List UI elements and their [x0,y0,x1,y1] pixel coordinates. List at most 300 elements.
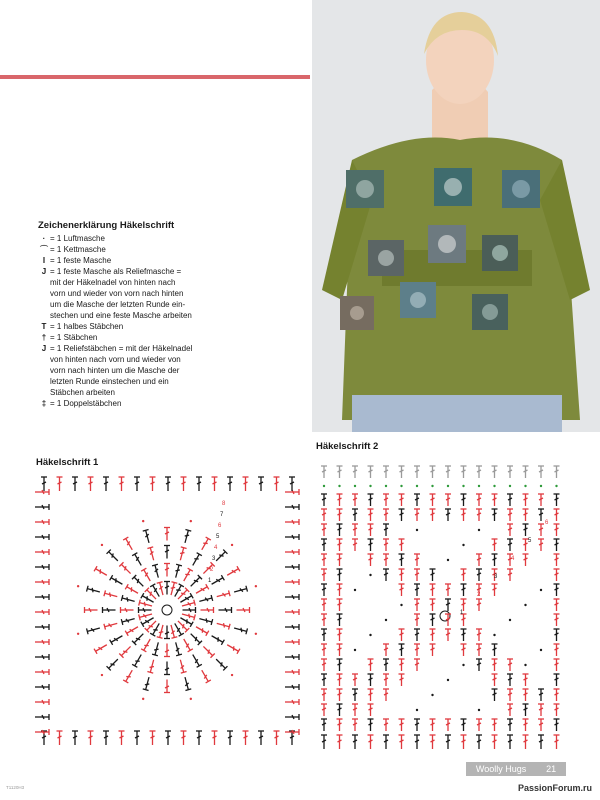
stitch-symbol [41,477,47,491]
model-photo [312,0,600,432]
stitch-symbol [445,466,451,478]
chain-dot [478,529,480,531]
stitch-symbol [492,584,498,596]
stitch-symbol [352,466,358,478]
chain-dot [354,485,356,487]
chain-dot [478,709,480,711]
stitch-symbol [461,569,467,581]
stitch-symbol [368,509,374,521]
stitch-symbol [399,735,405,749]
stitch-symbol [414,735,420,749]
stitch-symbol [383,509,389,521]
stitch-symbol [164,662,170,675]
chain-dot [77,585,79,587]
stitch-symbol [57,477,63,491]
stitch-symbol [164,546,170,559]
stitch-symbol [476,629,482,641]
stitch-symbol [119,644,132,657]
stitch-symbol [554,466,560,478]
stitch-symbol [181,568,193,582]
stitch-symbol [103,607,116,613]
round-number: 6 [218,523,222,529]
stitch-symbol [88,477,94,491]
diagram1-title: Häkelschrift 1 [36,457,99,468]
stitch-symbol [132,632,145,645]
stitch-symbol [507,569,513,581]
stitch-symbol [212,477,218,491]
stitch-symbol [35,564,49,570]
legend-text: mit der Häkelnadel von hinten nach [50,278,176,287]
stitch-symbol [216,620,230,629]
chain-dot [142,520,144,522]
stitch-symbol [321,539,327,551]
stitch-symbol [476,719,482,731]
stitch-symbol [152,564,161,578]
chain-dot [190,698,192,700]
chain-dot [369,485,371,487]
stitch-symbol [554,704,560,716]
stitch-symbol [337,569,343,581]
stitch-symbol [321,466,327,478]
stitch-symbol [430,466,436,478]
stitch-symbol [352,674,358,686]
stitch-symbol [35,534,49,540]
stitch-symbol [35,714,49,720]
stitch-symbol [285,684,299,690]
stitch-symbol [274,731,280,745]
stitch-symbol [119,477,125,491]
stitch-symbol [461,735,467,749]
stitch-symbol [554,659,560,671]
stitch-symbol [492,719,498,731]
stitch-symbol [190,553,202,567]
stitch-symbol [285,639,299,645]
stitch-symbol [476,509,482,521]
stitch-symbol [414,554,420,566]
stitch-symbol [123,669,135,683]
legend-item [38,255,308,266]
stitch-symbol [285,669,299,675]
stitch-symbol [523,524,529,536]
stitch-symbol [210,575,224,587]
legend-text: = 1 halbes Stäbchen [50,322,124,331]
stitch-symbol [132,553,144,567]
stitch-symbol [110,633,124,645]
stitch-symbol [35,489,49,495]
stitch-symbol [476,554,482,566]
stitch-symbol [538,509,544,521]
stitch-symbol [35,729,49,735]
stitch-symbol [383,644,389,656]
stitch-symbol [337,599,343,611]
stitch-symbol [321,509,327,521]
chain-dot [524,664,526,666]
stitch-symbol [85,607,98,613]
chain-dot [416,485,418,487]
stitch-symbol [227,731,233,745]
stitch-symbol [430,629,436,641]
folio-code: T1120H3 [6,785,25,790]
stitch-symbol [177,547,186,561]
stitch-symbol [285,699,299,705]
stitch-symbol [195,584,209,596]
stitch-symbol [132,653,144,667]
stitch-symbol [414,659,420,671]
stitch-symbol [492,659,498,671]
stitch-symbol [507,509,513,521]
chain-dot [400,485,402,487]
stitch-symbol [214,657,227,670]
stitch-symbol [507,524,513,536]
stitch-symbol [177,659,186,673]
accent-rule [0,75,310,79]
stitch-symbol [554,644,560,656]
stitch-symbol [492,494,498,506]
stitch-symbol [430,599,436,611]
stitch-symbol [164,582,170,595]
stitch-symbol [94,566,108,578]
chain-dot [190,520,192,522]
chain-dot [255,633,257,635]
stitch-symbol [523,719,529,731]
round-number: 8 [222,501,226,507]
stitch-symbol [554,524,560,536]
chain-dot [369,574,371,576]
stitch-symbol [430,494,436,506]
stitch-symbol [121,595,135,604]
treble-crochet-icon: ‡ [41,399,47,408]
stitch-symbol [321,554,327,566]
stitch-symbol [337,509,343,521]
stitch-symbol [507,719,513,731]
stitch-symbol [321,524,327,536]
stitch-symbol [285,714,299,720]
stitch-symbol [337,659,343,671]
stitch-symbol [383,494,389,506]
stitch-symbol [104,620,118,629]
stitch-symbol [123,537,135,551]
legend-text: Stäbchen arbeiten [50,388,115,397]
stitch-symbol [399,539,405,551]
chain-dot [101,674,103,676]
stitch-symbol [414,584,420,596]
stitch-symbol [226,566,240,578]
stitch-symbol [383,554,389,566]
stitch-symbol [430,644,436,656]
stitch-symbol [507,704,513,716]
stitch-symbol [368,659,374,671]
stitch-symbol [538,466,544,478]
stitch-symbol [199,669,211,683]
chain-dot [385,619,387,621]
stitch-symbol [134,731,140,745]
stitch-symbol [285,564,299,570]
chain-dot [416,529,418,531]
footer-badge [466,762,566,776]
stitch-symbol [321,719,327,731]
chain-stitch-icon: · [42,234,46,243]
stitch-symbol [121,607,134,613]
stitch-symbol [35,684,49,690]
legend-text: letzten Runde einstechen und ein [50,377,169,386]
stitch-symbol [414,599,420,611]
stitch-symbol [445,509,451,521]
stitch-symbol [199,616,213,625]
stitch-symbol [35,654,49,660]
stitch-symbol [554,599,560,611]
legend-item [38,266,308,321]
stitch-symbol [143,530,152,544]
stitch-symbol [285,534,299,540]
stitch-symbol [226,642,240,654]
round-number: 1 [460,610,464,616]
round-number: 2 [210,567,214,573]
stitch-symbol [476,466,482,478]
stitch-symbol [321,659,327,671]
stitch-symbol [399,554,405,566]
slip-stitch-icon: ⌒ [40,245,48,254]
chain-dot [540,485,542,487]
stitch-symbol [554,614,560,626]
stitch-symbol [476,735,482,749]
stitch-symbol [368,719,374,731]
stitch-symbol [352,524,358,536]
stitch-symbol [285,504,299,510]
stitch-symbol [165,477,171,491]
stitch-symbol [337,494,343,506]
stitch-symbol [164,564,170,577]
stitch-symbol [492,466,498,478]
round-number: 4 [214,545,218,551]
stitch-symbol [414,466,420,478]
stitch-symbol [337,524,343,536]
stitch-symbol [507,466,513,478]
legend-item [38,244,308,255]
stitch-symbol [399,466,405,478]
stitch-symbol [132,575,145,588]
stitch-symbol [183,607,196,613]
chain-dot [555,485,557,487]
stitch-symbol [337,689,343,701]
chain-dot [416,709,418,711]
double-crochet-icon: † [41,333,47,342]
stitch-symbol [164,644,170,657]
stitch-symbol [383,524,389,536]
stitch-symbol [538,524,544,536]
stitch-symbol [368,689,374,701]
legend-text: = 1 Luftmasche [50,234,105,243]
stitch-symbol [164,680,170,693]
stitch-symbol [72,731,78,745]
round-number: 7 [220,512,224,518]
legend-text: stechen und eine feste Masche arbeiten [50,311,192,320]
stitch-symbol [182,530,191,544]
legend-item [38,343,308,398]
stitch-symbol [461,509,467,521]
stitch-symbol [430,569,436,581]
stitch-symbol [399,629,405,641]
stitch-symbol [35,669,49,675]
chain-dot [338,485,340,487]
chain-dot [142,698,144,700]
round-number: 1 [208,578,212,584]
stitch-symbol [150,731,156,745]
stitch-symbol [165,731,171,745]
stitch-symbol [476,644,482,656]
stitch-symbol [189,575,202,588]
stitch-symbol [445,584,451,596]
stitch-symbol [119,562,132,575]
stitch-symbol [243,731,249,745]
stitch-symbol [352,689,358,701]
stitch-symbol [461,466,467,478]
stitch-symbol [125,584,139,596]
stitch-symbol [181,477,187,491]
stitch-symbol [321,704,327,716]
stitch-symbol [233,586,247,595]
stitch-symbol [143,676,152,690]
legend-item [38,321,308,332]
stitch-symbol [337,644,343,656]
stitch-symbol [538,735,544,749]
chain-dot [493,634,495,636]
chain-dot [354,649,356,651]
stitch-symbol [147,547,156,561]
legend-text: = 1 feste Masche [50,256,112,265]
stitch-symbol [216,590,230,599]
stitch-symbol [201,607,214,613]
stitch-symbol [285,654,299,660]
round-number: 3 [494,574,498,580]
stitch-symbol [190,653,202,667]
stitch-symbol [285,594,299,600]
stitch-symbol [173,642,182,656]
stitch-symbol [337,704,343,716]
stitch-symbol [383,689,389,701]
stitch-symbol [414,569,420,581]
stitch-symbol [399,584,405,596]
stitch-symbol [125,624,139,636]
stitch-symbol [337,584,343,596]
stitch-symbol [199,537,211,551]
stitch-symbol [35,504,49,510]
stitch-symbol [368,735,374,749]
stitch-symbol [196,477,202,491]
stitch-symbol [285,519,299,525]
stitch-symbol [337,539,343,551]
chain-dot [524,485,526,487]
chain-dot [478,485,480,487]
stitch-symbol [414,509,420,521]
stitch-symbol [352,735,358,749]
stitch-symbol [445,719,451,731]
stitch-symbol [321,614,327,626]
chain-dot [369,634,371,636]
chain-dot [77,633,79,635]
stitch-symbol [368,524,374,536]
stitch-symbol [152,642,161,656]
crochet-chart-2 [312,456,582,756]
stitch-symbol [321,735,327,749]
stitch-symbol [196,731,202,745]
stitch-symbol [507,494,513,506]
stitch-symbol [141,638,153,652]
stitch-symbol [35,609,49,615]
stitch-symbol [119,731,125,745]
chain-dot [101,544,103,546]
stitch-symbol [399,674,405,686]
stitch-symbol [285,609,299,615]
stitch-symbol [383,466,389,478]
chain-dot [431,485,433,487]
chain-dot [540,589,542,591]
legend-text: um die Masche der letzten Runde ein- [50,300,186,309]
chain-dot [231,544,233,546]
stitch-symbol [554,629,560,641]
stitch-symbol [368,539,374,551]
stitch-symbol [352,719,358,731]
stitch-symbol [523,554,529,566]
stitch-symbol [507,674,513,686]
stitch-symbol [538,689,544,701]
stitch-symbol [181,731,187,745]
round-number: 2 [477,592,481,598]
stitch-symbol [107,550,120,563]
stitch-symbol [368,554,374,566]
stitch-symbol [383,539,389,551]
stitch-symbol [352,539,358,551]
stitch-symbol [507,539,513,551]
stitch-symbol [554,554,560,566]
stitch-symbol [492,539,498,551]
stitch-symbol [72,477,78,491]
crochet-chart-1 [30,470,305,755]
stitch-symbol [134,477,140,491]
stitch-symbol [195,624,209,636]
stitch-symbol [430,719,436,731]
stitch-symbol [492,644,498,656]
legend-text: von hinten nach vorn und wieder von [50,355,181,364]
stitch-symbol [321,629,327,641]
stitch-symbol [383,569,389,581]
stitch-symbol [289,477,295,491]
chain-dot [462,544,464,546]
stitch-symbol [430,509,436,521]
stitch-symbol [414,629,420,641]
stitch-symbol [414,614,420,626]
stitch-symbol [210,633,224,645]
stitch-symbol [285,549,299,555]
chain-dot [493,485,495,487]
stitch-symbol [538,494,544,506]
legend-text: = 1 Stäbchen [50,333,98,342]
stitch-symbol [523,674,529,686]
stitch-symbol [87,625,101,634]
stitch-symbol [399,644,405,656]
stitch-symbol [399,659,405,671]
stitch-symbol [110,575,124,587]
stitch-symbol [383,719,389,731]
legend-text: = 1 Kettmasche [50,245,106,254]
stitch-symbol [492,554,498,566]
stitch-symbol [141,568,153,582]
legend-text: = 1 Doppelstäbchen [50,399,122,408]
stitch-symbol [164,626,170,639]
stitch-symbol [554,689,560,701]
stitch-symbol [35,639,49,645]
stitch-symbol [337,629,343,641]
stitch-symbol [35,549,49,555]
